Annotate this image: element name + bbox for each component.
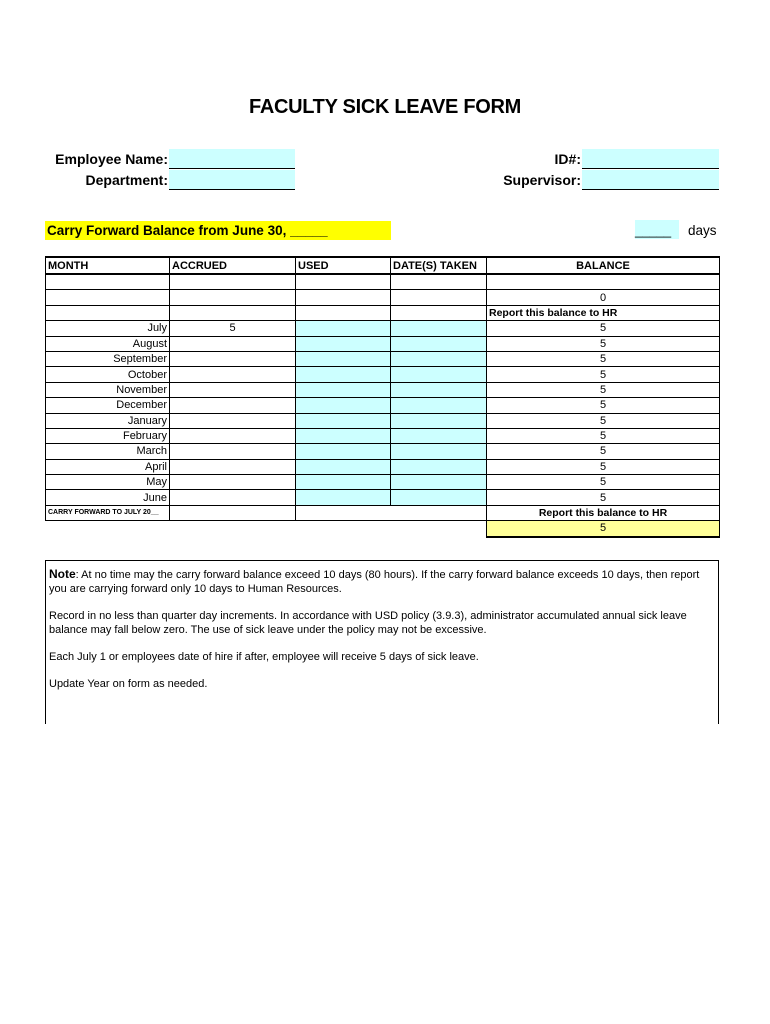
cell-blank (296, 305, 391, 320)
cell-blank (391, 305, 487, 320)
balance-cell: 5 (487, 490, 720, 505)
dates-taken-cell[interactable] (391, 336, 487, 351)
cell-empty (296, 521, 391, 537)
table-row (46, 490, 720, 505)
accrued-cell[interactable] (170, 351, 296, 366)
used-cell[interactable] (296, 367, 391, 382)
table-row (46, 336, 720, 351)
dates-taken-cell[interactable] (391, 428, 487, 443)
carry-forward-july-label: CARRY FORWARD TO JULY 20__ (46, 505, 170, 520)
cell-blank (46, 290, 170, 305)
balance-cell: 5 (487, 321, 720, 336)
month-cell: March (46, 444, 170, 459)
month-cell: November (46, 382, 170, 397)
accrued-cell[interactable] (170, 398, 296, 413)
cell-blank (391, 274, 487, 290)
cell-empty (170, 521, 296, 537)
carry-forward-days-field[interactable]: _____ (635, 220, 679, 239)
accrued-cell[interactable] (170, 459, 296, 474)
dates-taken-cell[interactable] (391, 475, 487, 490)
dates-taken-cell[interactable] (391, 398, 487, 413)
month-cell: January (46, 413, 170, 428)
cell-blank (46, 305, 170, 320)
balance-cell: 5 (487, 382, 720, 397)
table-row-final (46, 521, 720, 537)
table-row (46, 475, 720, 490)
used-cell[interactable] (296, 413, 391, 428)
month-cell: April (46, 459, 170, 474)
month-cell: September (46, 351, 170, 366)
balance-cell: 5 (487, 444, 720, 459)
table-row-opening (46, 290, 720, 305)
dates-taken-cell[interactable] (391, 459, 487, 474)
cell-blank (487, 274, 720, 290)
balance-cell: 5 (487, 413, 720, 428)
used-cell[interactable] (296, 459, 391, 474)
department-label: Department: (85, 172, 168, 188)
balance-cell: 5 (487, 336, 720, 351)
month-cell: May (46, 475, 170, 490)
opening-balance: 0 (487, 290, 720, 305)
final-balance: 5 (487, 521, 720, 537)
dates-taken-cell[interactable] (391, 382, 487, 397)
month-cell: October (46, 367, 170, 382)
accrued-cell[interactable]: 5 (170, 321, 296, 336)
used-cell[interactable] (296, 351, 391, 366)
table-row-report-top (46, 305, 720, 320)
department-field[interactable] (169, 170, 295, 190)
id-field[interactable] (582, 149, 719, 169)
table-row-blank (46, 274, 720, 290)
note-heading: Note (49, 567, 76, 581)
carry-forward-accrued-cell[interactable] (170, 505, 296, 520)
accrued-cell[interactable] (170, 382, 296, 397)
accrued-cell[interactable] (170, 444, 296, 459)
report-balance-label-bottom: Report this balance to HR (487, 505, 720, 520)
used-cell[interactable] (296, 475, 391, 490)
table-row-carry-forward (46, 505, 720, 520)
id-label: ID#: (554, 151, 581, 167)
col-header-used: USED (296, 257, 391, 274)
balance-cell: 5 (487, 367, 720, 382)
table-row (46, 428, 720, 443)
table-row (46, 351, 720, 366)
cell-blank (296, 274, 391, 290)
supervisor-field[interactable] (582, 170, 719, 190)
note-box (45, 560, 719, 724)
cell-blank (296, 290, 391, 305)
month-cell: August (46, 336, 170, 351)
accrued-cell[interactable] (170, 367, 296, 382)
supervisor-label: Supervisor: (503, 172, 581, 188)
month-cell: July (46, 321, 170, 336)
note-paragraph-4: Update Year on form as needed. (49, 678, 208, 690)
balance-cell: 5 (487, 475, 720, 490)
used-cell[interactable] (296, 321, 391, 336)
accrued-cell[interactable] (170, 413, 296, 428)
note-paragraph-1: : At no time may the carry forward balance exceed 10 days (80 hours). If the carry forward balance exceeds 10 days, then report you are carrying forward only 10 days to Human Resources. (49, 569, 700, 595)
used-cell[interactable] (296, 490, 391, 505)
table-header-row (46, 257, 720, 274)
used-cell[interactable] (296, 336, 391, 351)
cell-empty (46, 521, 170, 537)
dates-taken-cell[interactable] (391, 351, 487, 366)
table-row (46, 367, 720, 382)
cell-blank (391, 290, 487, 305)
employee-name-label: Employee Name: (55, 151, 168, 167)
balance-cell: 5 (487, 459, 720, 474)
table-row (46, 382, 720, 397)
form-title: FACULTY SICK LEAVE FORM (249, 96, 521, 118)
balance-cell: 5 (487, 351, 720, 366)
dates-taken-cell[interactable] (391, 367, 487, 382)
month-cell: June (46, 490, 170, 505)
accrued-cell[interactable] (170, 490, 296, 505)
balance-cell: 5 (487, 398, 720, 413)
sick-leave-table (45, 256, 720, 538)
cell-blank (46, 274, 170, 290)
carry-forward-label: Carry Forward Balance from June 30, _____ (45, 221, 391, 240)
cell-blank (170, 305, 296, 320)
used-cell[interactable] (296, 382, 391, 397)
month-cell: February (46, 428, 170, 443)
col-header-accrued: ACCRUED (170, 257, 296, 274)
table-row (46, 413, 720, 428)
col-header-balance: BALANCE (487, 257, 720, 274)
balance-cell: 5 (487, 428, 720, 443)
month-cell: December (46, 398, 170, 413)
table-row (46, 459, 720, 474)
employee-name-field[interactable] (169, 149, 295, 169)
accrued-cell[interactable] (170, 336, 296, 351)
used-cell[interactable] (296, 444, 391, 459)
col-header-month: MONTH (46, 257, 170, 274)
dates-taken-cell[interactable] (391, 413, 487, 428)
accrued-cell[interactable] (170, 428, 296, 443)
days-label: days (688, 223, 717, 238)
table-row (46, 444, 720, 459)
accrued-cell[interactable] (170, 475, 296, 490)
dates-taken-cell[interactable] (391, 444, 487, 459)
table-row (46, 398, 720, 413)
dates-taken-cell[interactable] (391, 321, 487, 336)
cell-blank (296, 505, 487, 520)
cell-empty (391, 521, 487, 537)
report-balance-label-top: Report this balance to HR (487, 305, 720, 320)
note-paragraph-2: Record in no less than quarter day increments. In accordance with USD policy (3.9.3), administrator accumulated annual sick leave balance may fall below zero. The use of sick leave under the policy may not be excessive. (49, 610, 687, 636)
table-row (46, 321, 720, 336)
cell-blank (170, 290, 296, 305)
used-cell[interactable] (296, 398, 391, 413)
note-paragraph-3: Each July 1 or employees date of hire if after, employee will receive 5 days of sick leave. (49, 651, 479, 663)
used-cell[interactable] (296, 428, 391, 443)
dates-taken-cell[interactable] (391, 490, 487, 505)
cell-blank (170, 274, 296, 290)
col-header-dates-taken: DATE(S) TAKEN (391, 257, 487, 274)
